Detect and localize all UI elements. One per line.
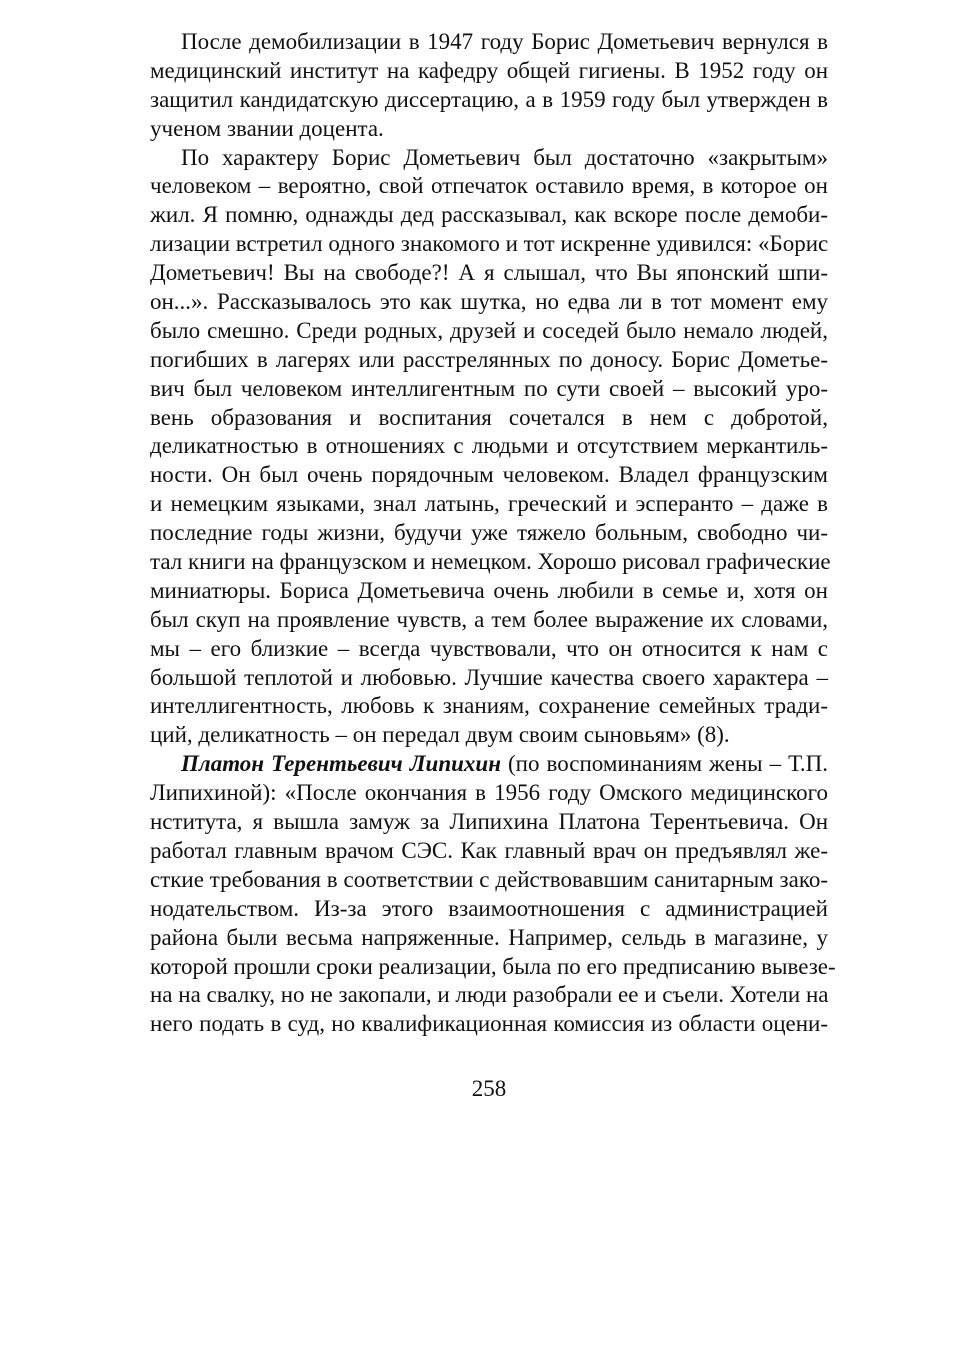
text-line: нститута, я вышла замуж за Липихина Платона Терентьевича. Он [150, 809, 828, 835]
text-line: интеллигентность, любовь к знаниям, сохранение семейных тради- [150, 693, 828, 719]
text-line: вич был человеком интеллигентным по сути своей – высокий уро- [150, 375, 828, 401]
person-name: Платон Терентьевич Липихин [181, 751, 501, 777]
text-line: По характеру Борис Дометьевич был достаточно «закрытым» [181, 144, 828, 170]
text-line: тал книги на французском и немецком. Хорошо рисовал графические [150, 549, 831, 575]
text-line: него подать в суд, но квалификационная комиссия из области оцени- [150, 1011, 828, 1037]
text-line: лизации встретил одного знакомого и тот искренне удивился: «Борис [150, 231, 829, 257]
text-line: было смешно. Среди родных, друзей и соседей было немало людей, [150, 317, 828, 343]
text-line: жил. Я помню, однажды дед рассказывал, как вскоре после демоби- [150, 202, 828, 228]
text-line: человеком – вероятно, свой отпечаток оставило время, в которое он [150, 173, 828, 199]
text-line: он...». Рассказывалось это как шутка, но едва ли в тот момент ему [150, 289, 828, 315]
text-line: сткие требования в соответствии с действовавшим санитарным зако- [150, 866, 828, 892]
text-line: на на свалку, но не закопали, и люди разобрали ее и съели. Хотели на [150, 982, 829, 1008]
text-line: работал главным врачом СЭС. Как главный врач он предъявлял же- [150, 837, 828, 863]
text-line [150, 750, 828, 779]
text-line: деликатностью в отношениях с людьми и отсутствием меркантиль- [150, 433, 828, 459]
text-line: медицинский институт на кафедру общей гигиены. В 1952 году он [150, 57, 828, 83]
text-line: нодательством. Из-за этого взаимоотношения с администрацией [150, 895, 828, 921]
text-line: большой теплотой и любовью. Лучшие качества своего характера – [150, 664, 828, 690]
text-line: района были весьма напряженные. Например, сельдь в магазине, у [150, 924, 828, 950]
text-line: ций, деликатность – он передал двум своим сыновьям» (8). [150, 722, 730, 748]
text-line: защитил кандидатскую диссертацию, а в 1959 году был утвержден в [150, 86, 828, 112]
text-line: ности. Он был очень порядочным человеком. Владел французским [150, 462, 828, 488]
text-line: После демобилизации в 1947 году Борис Дометьевич вернулся в [181, 29, 828, 54]
text-line: Дометьевич! Вы на свободе?! А я слышал, что Вы японский шпи- [150, 260, 828, 286]
text-line: мы – его близкие – всегда чувствовали, что он относится к нам с [150, 635, 828, 661]
text-fragment: (по воспоминаниям жены – Т.П. [500, 751, 828, 777]
text-line: был скуп на проявление чувств, а тем более выражение их словами, [150, 606, 828, 632]
text-line: миниатюры. Бориса Дометьевича очень любили в семье и, хотя он [150, 577, 828, 603]
body-text [150, 28, 836, 1039]
text-line: погибших в лагерях или расстрелянных по доносу. Борис Дометье- [150, 346, 828, 372]
text-line: последние годы жизни, будучи уже тяжело больным, свободно чи- [150, 520, 828, 546]
text-line: Липихиной): «После окончания в 1956 году Омского медицинского [150, 780, 828, 806]
page-number: 258 [471, 1076, 507, 1101]
text-line: ученом звании доцента. [150, 115, 384, 141]
text-line: и немецким языками, знал латынь, греческий и эсперанто – даже в [150, 491, 828, 517]
text-line: которой прошли сроки реализации, была по его предписанию вывезе- [150, 953, 836, 979]
text-line: вень образования и воспитания сочетался в нем с добротой, [150, 404, 828, 430]
